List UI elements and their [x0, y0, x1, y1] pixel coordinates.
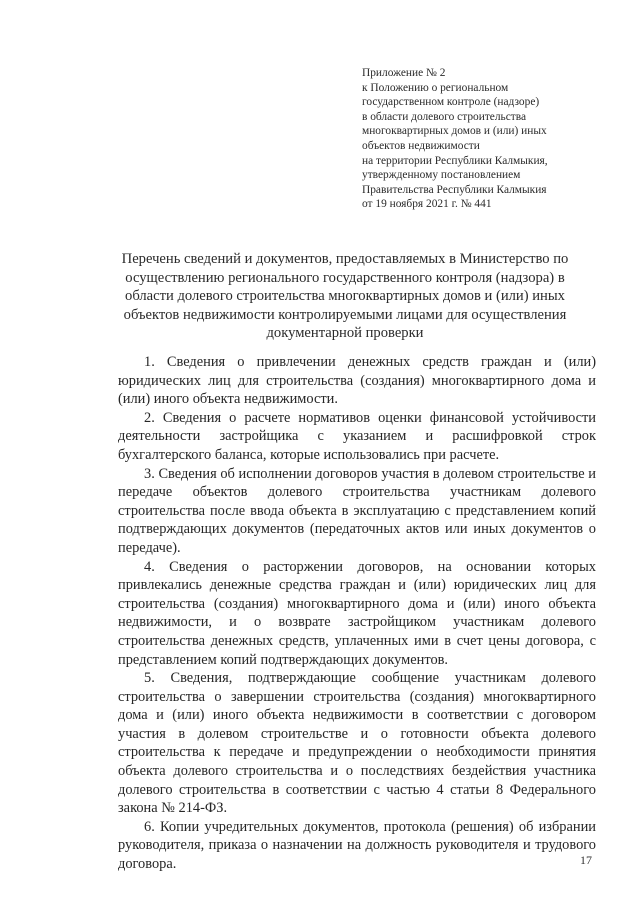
- appendix-header: [362, 66, 602, 212]
- appendix-line: от 19 ноября 2021 г. № 441: [362, 198, 492, 211]
- title-line: области долевого строительства многоквартирных домов и (или) иных: [125, 288, 565, 305]
- appendix-line: многоквартирных домов и (или) иных: [362, 125, 547, 138]
- list-item: 4. Сведения о расторжении договоров, на основании которых привлекались денежные средства граждан и (или) юридических лиц для строительства (создания) многоквартирного дома и (или) иного объекта недвижимости, и о возврате застройщиком участникам долевого строительства денежных средств, уплаченных ими в счет цены договора, с представлением копий подтверждающих документов.: [118, 558, 596, 668]
- appendix-line: объектов недвижимости: [362, 139, 480, 152]
- title-line: документарной проверки: [266, 325, 424, 342]
- document-body: [118, 353, 596, 874]
- title-line: осуществлению регионального государственного контроля (надзора) в: [125, 269, 565, 286]
- page-number: 17: [580, 853, 592, 867]
- appendix-line: в области долевого строительства: [362, 110, 527, 123]
- list-item: 1. Сведения о привлечении денежных средств граждан и (или) юридических лиц для строительства (создания) многоквартирного дома и (или) иного объекта недвижимости.: [118, 354, 596, 408]
- appendix-line: утвержденному постановлением: [362, 169, 521, 182]
- list-item: 3. Сведения об исполнении договоров участия в долевом строительстве и передаче объектов долевого строительства участникам долевого строительства после ввода объекта в эксплуатацию с представлением копий подтверждающих документов (передаточных актов или иных документов о передаче).: [118, 465, 596, 556]
- appendix-line: государственном контроле (надзоре): [362, 96, 540, 109]
- appendix-line: Приложение № 2: [362, 67, 446, 79]
- list-item: 2. Сведения о расчете нормативов оценки финансовой устойчивости деятельности застройщика с указанием и расшифровкой строк бухгалтерского баланса, которые использовались при расчете.: [118, 409, 596, 463]
- list-item: 6. Копии учредительных документов, протокола (решения) об избрании руководителя, приказа о назначении на должность руководителя и трудового договора.: [118, 818, 596, 873]
- appendix-line: к Положению о региональном: [362, 81, 509, 94]
- list-item: 5. Сведения, подтверждающие сообщение участникам долевого строительства о завершении строительства (создания) многоквартирного дома и (или) иного объекта недвижимости в соответствии с договором участия в долевом строительстве и о готовности объекта долевого строительства к передаче и предупреждении о необходимости принятия объекта долевого строительства и о последствиях бездействия участника долевого строительства в соответствии с частью 4 статьи 8 Федерального закона № 214-ФЗ.: [118, 670, 596, 817]
- appendix-line: Правительства Республики Калмыкия: [362, 183, 547, 196]
- title-line: Перечень сведений и документов, предоставляемых в Министерство по: [121, 251, 569, 267]
- title-line: объектов недвижимости контролируемыми лицами для осуществления: [123, 306, 567, 323]
- appendix-line: на территории Республики Калмыкия,: [362, 154, 548, 167]
- document-title: [100, 250, 590, 343]
